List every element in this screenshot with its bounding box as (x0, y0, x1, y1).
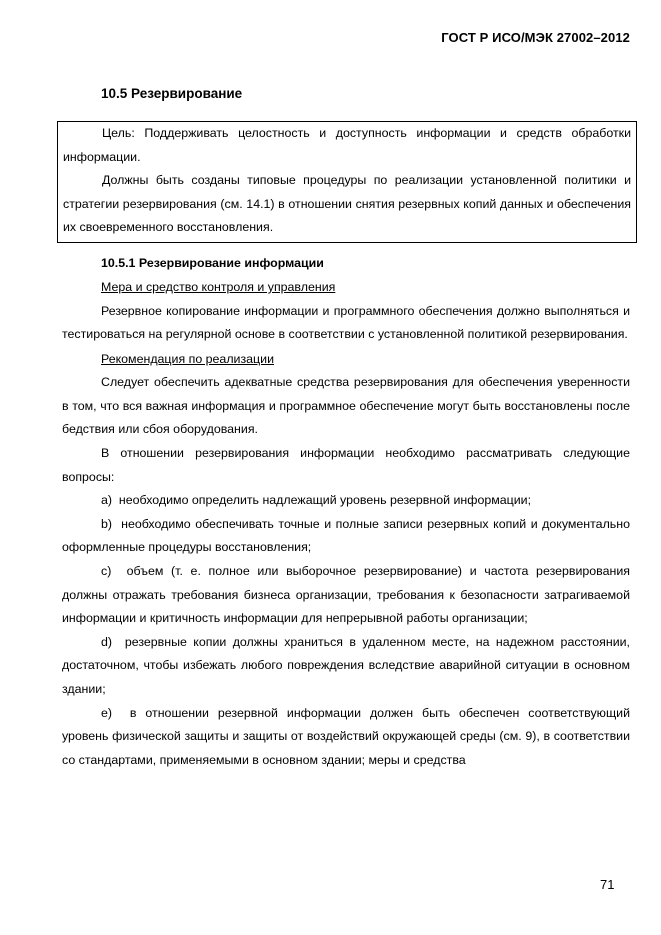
list-item (62, 489, 630, 513)
list-item-text: необходимо обеспечивать точные и полные записи резервных копий и документально оформленные процедуры восстановления; (62, 516, 630, 555)
list-item (62, 631, 630, 702)
objective-box (57, 121, 637, 243)
guidance-paragraph-1: Следует обеспечить адекватные средства резервирования для обеспечения уверенности в том, что вся важная информация и программное обеспечение могут быть восстановлены после бедствия или сбоя оборудования. (62, 375, 630, 437)
document-header: ГОСТ Р ИСО/МЭК 27002–2012 (441, 30, 630, 45)
list-item-letter: b) (101, 516, 113, 531)
control-heading-text: Мера и средство контроля и управления (101, 280, 336, 294)
objective-text: Цель: Поддерживать целостность и доступность информации и средств обработки информации. (63, 126, 631, 164)
section-title: 10.5 Резервирование (101, 86, 243, 101)
list-item (62, 702, 630, 773)
list-item-letter: e) (101, 705, 113, 720)
list-item (62, 560, 630, 631)
list-item-text: объем (т. е. полное или выборочное резервирование) и частота резервирования должны отражать требования бизнеса организации, требования к безопасности затрагиваемой информации и критичность информации для непрерывной работы организации; (62, 563, 630, 626)
control-text: Резервное копирование информации и программного обеспечения должно выполняться и тестироваться на регулярной основе в соответствии с установленной политикой резервирования. (62, 303, 630, 342)
list-item-text: в отношении резервной информации должен быть обеспечен соответствующий уровень физической защиты и защиты от воздействий окружающей среды (см. 9), в соответствии со стандартами, применяемыми в основном здании; меры и средства (62, 705, 630, 767)
page-number: 71 (600, 877, 615, 892)
list-item-text: необходимо определить надлежащий уровень резервной информации; (118, 493, 532, 508)
list-item-letter: d) (101, 634, 113, 649)
list-item-letter: c) (101, 563, 112, 578)
guidance-heading-text: Рекомендация по реализации (101, 351, 274, 366)
control-heading (62, 275, 630, 300)
objective-description: Должны быть созданы типовые процедуры по реализации установленной политики и стратегии резервирования (см. 14.1) в отношении снятия резервных копий данных и обеспечения их своевременного восстановления. (63, 173, 631, 235)
list-item (62, 513, 630, 560)
list-item-letter: а) (101, 493, 113, 508)
subsection-title: 10.5.1 Резервирование информации (101, 256, 324, 270)
list-item-text: резервные копии должны храниться в удаленном месте, на надежном расстоянии, достаточном, чтобы избежать любого повреждения вследствие аварийной ситуации в основном здании; (62, 634, 630, 696)
guidance-heading (62, 347, 630, 372)
main-content (62, 251, 630, 772)
guidance-paragraph-2: В отношении резервирования информации необходимо рассматривать следующие вопросы: (62, 445, 630, 484)
